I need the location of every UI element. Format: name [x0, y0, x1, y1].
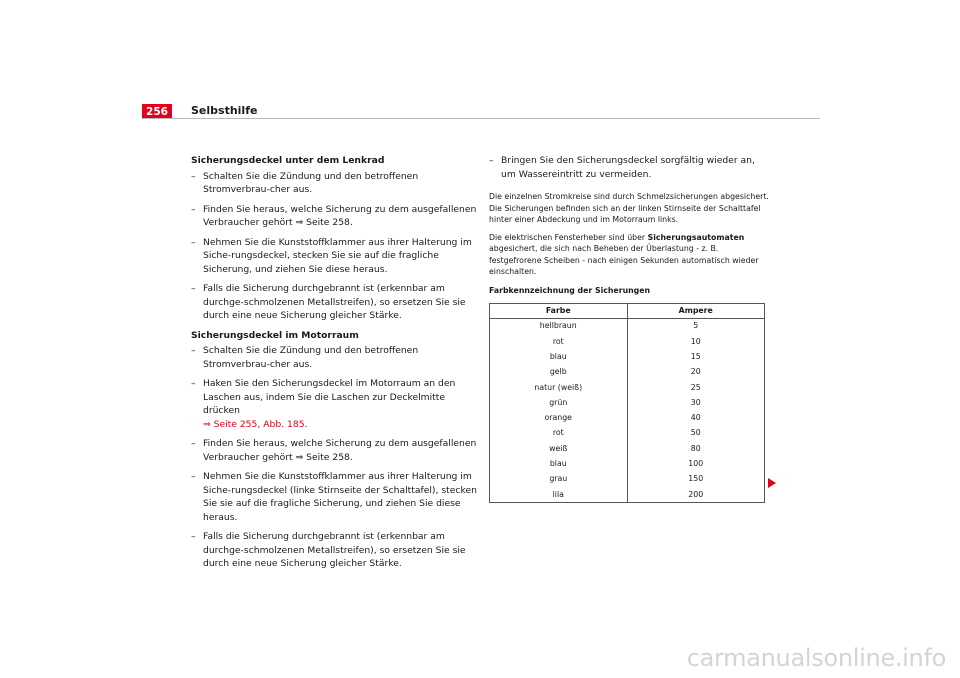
- step-text: Finden Sie heraus, welche Sicherung zu dem ausgefallenen Verbraucher gehört ⇒ Seite 258.: [203, 203, 477, 228]
- cell-farbe: lila: [490, 487, 628, 503]
- table-row: [490, 349, 765, 364]
- table-header-row: [490, 304, 765, 319]
- cell-ampere: 20: [690, 367, 701, 377]
- note-text: Die elektrischen Fensterheber sind über: [489, 232, 648, 242]
- step-item: [191, 170, 481, 197]
- cell-farbe: blau: [490, 349, 628, 364]
- cell-farbe: grün: [490, 395, 628, 410]
- column-header-farbe: Farbe: [490, 304, 628, 319]
- step-text: Nehmen Sie die Kunststoffklammer aus ihrer Halterung im Siche-rungsdeckel (linke Stirnseite der Schalttafel), stecken Sie sie auf die fragliche Sicherung, und ziehen Sie diese heraus.: [203, 471, 477, 523]
- table-row: [490, 334, 765, 349]
- note-fuses-location: Die einzelnen Stromkreise sind durch Schmelzsicherungen abgesichert. Die Sicherungen befinden sich an der linken Stirnseite der Schalttafel hinter einer Abdeckung und im Motorraum links.: [489, 192, 769, 224]
- table-heading: Farbkennzeichnung der Sicherungen: [489, 285, 651, 295]
- dash-bullet: –: [191, 283, 196, 294]
- page-number: 256: [146, 105, 168, 118]
- dash-bullet: –: [191, 236, 196, 248]
- cell-ampere: 40: [690, 413, 701, 423]
- cell-ampere: 5: [693, 321, 699, 331]
- step-item: [191, 470, 481, 524]
- cell-farbe: weiß: [490, 441, 628, 456]
- table-row: [490, 441, 765, 456]
- dash-bullet: –: [191, 203, 196, 215]
- cell-farbe: rot: [490, 426, 628, 441]
- cell-ampere: 10: [690, 336, 701, 346]
- step-item: [489, 154, 769, 181]
- note-bold-term: Sicherungsautomaten: [647, 232, 745, 242]
- cell-ampere: 200: [688, 489, 704, 499]
- table-row: [490, 456, 765, 471]
- cell-ampere: 100: [688, 459, 704, 469]
- step-item: [191, 377, 481, 431]
- cell-farbe: rot: [490, 334, 628, 349]
- page-number-box: [142, 104, 172, 119]
- cell-farbe: hellbraun: [490, 318, 628, 334]
- step-text: Schalten Sie die Zündung und den betroffenen Stromverbrau-cher aus.: [203, 170, 419, 195]
- cell-farbe: grau: [490, 471, 628, 486]
- watermark: carmanualsonline.info: [686, 644, 946, 672]
- table-row: [490, 318, 765, 334]
- step-text: Schalten Sie die Zündung und den betroffenen Stromverbrau-cher aus.: [203, 345, 419, 370]
- chapter-title: Selbsthilfe: [191, 104, 258, 117]
- section-heading-engine: Sicherungsdeckel im Motorraum: [191, 329, 359, 341]
- cell-farbe: orange: [490, 410, 628, 425]
- cell-ampere: 150: [688, 474, 704, 484]
- table-row: [490, 364, 765, 379]
- cell-ampere: 50: [690, 428, 701, 438]
- dash-bullet: –: [191, 378, 196, 389]
- cell-farbe: natur (weiß): [490, 380, 628, 395]
- note-text: abgesichert, die sich nach Beheben der Überlastung - z. B. festgefrorene Scheiben - nach einigen Sekunden automatisch wieder einschalten.: [489, 244, 759, 276]
- dash-bullet: –: [191, 438, 196, 449]
- table-row: [490, 487, 765, 503]
- step-text: Bringen Sie den Sicherungsdeckel sorgfältig wieder an, um Wassereintritt zu vermeiden.: [501, 155, 755, 180]
- step-text: Finden Sie heraus, welche Sicherung zu dem ausgefallenen Verbraucher gehört ⇒ Seite 258.: [203, 438, 477, 463]
- dash-bullet: –: [191, 345, 196, 356]
- right-column: [489, 154, 769, 503]
- table-row: [490, 380, 765, 395]
- step-text: Nehmen Sie die Kunststoffklammer aus ihrer Halterung im Siche-rungsdeckel, stecken Sie sie auf die fragliche Sicherung, und ziehen Sie diese heraus.: [203, 236, 472, 275]
- header-rule: [142, 118, 820, 119]
- cell-farbe: gelb: [490, 364, 628, 379]
- dash-bullet: –: [191, 170, 196, 182]
- section-heading-steering: Sicherungsdeckel unter dem Lenkrad: [191, 155, 385, 166]
- cell-ampere: 80: [690, 443, 701, 453]
- step-item: [191, 236, 481, 277]
- cell-ampere: 25: [690, 382, 701, 392]
- dash-bullet: –: [489, 155, 494, 166]
- continue-arrow-icon: [768, 478, 776, 488]
- table-row: [490, 395, 765, 410]
- step-text-end: .: [304, 418, 308, 430]
- left-column: [191, 154, 481, 577]
- fuse-color-table: [489, 303, 765, 503]
- step-item: [191, 282, 481, 323]
- table-row: [490, 426, 765, 441]
- cell-ampere: 15: [690, 351, 701, 361]
- step-item: [191, 344, 481, 371]
- step-text: Haken Sie den Sicherungsdeckel im Motorraum an den Laschen aus, indem Sie die Laschen zur Deckelmitte drücken: [203, 378, 456, 416]
- cell-farbe: blau: [490, 456, 628, 471]
- step-text: Falls die Sicherung durchgebrannt ist (erkennbar am durchge-schmolzenen Metallstreifen), so ersetzen Sie sie durch eine neue Sicherung gleicher Stärke.: [203, 283, 466, 321]
- step-item: [191, 203, 481, 230]
- step-item: [191, 530, 481, 571]
- note-circuit-breakers: [489, 232, 769, 278]
- cross-reference-link[interactable]: ⇒ Seite 255, Abb. 185: [203, 418, 305, 430]
- table-row: [490, 471, 765, 486]
- column-header-ampere: Ampere: [627, 304, 765, 319]
- step-item: [191, 437, 481, 464]
- step-text: Falls die Sicherung durchgebrannt ist (erkennbar am durchge-schmolzenen Metallstreifen), so ersetzen Sie sie durch eine neue Sicherung gleicher Stärke.: [203, 531, 466, 569]
- table-body: [490, 318, 765, 503]
- table-row: [490, 410, 765, 425]
- cell-ampere: 30: [690, 397, 701, 407]
- dash-bullet: –: [191, 531, 196, 542]
- dash-bullet: –: [191, 471, 196, 482]
